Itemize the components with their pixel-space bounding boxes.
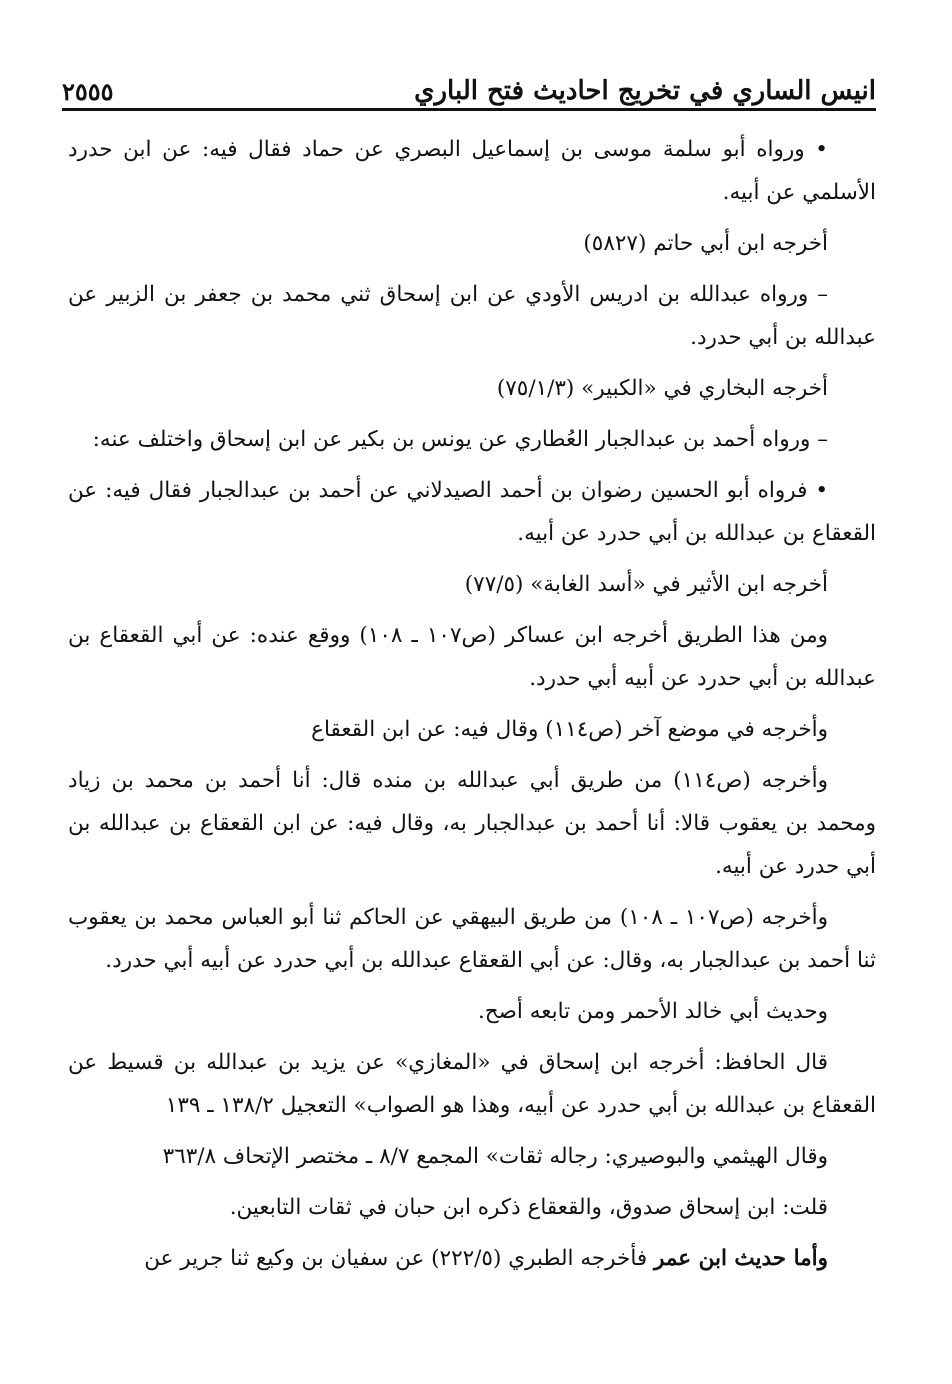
- bold-lead: وأما حديث ابن عمر: [654, 1246, 828, 1271]
- paragraph: أخرجه البخاري في «الكبير» (٧٥/١/٣): [496, 376, 828, 401]
- header-rule: [62, 108, 876, 111]
- paragraph: وأخرجه (ص١٠٧ ـ ١٠٨) من طريق البيهقي عن الحاكم ثنا أبو العباس محمد بن يعقوب ثنا أحمد بن عبدالجبار به، وقال: عن أبي القعقاع عبدالله بن أبي حدرد عن أبيه أبي حدرد.: [68, 905, 876, 973]
- paragraph: • فرواه أبو الحسين رضوان بن أحمد الصيدلاني عن أحمد بن عبدالجبار فقال فيه: عن القعقاع بن عبدالله بن أبي حدرد عن أبيه.: [68, 478, 876, 546]
- paragraph: وأخرجه (ص١١٤) من طريق أبي عبدالله بن منده قال: أنا أحمد بن محمد بن زياد ومحمد بن يعقوب قالا: أنا أحمد بن عبدالجبار به، وقال فيه: عن ابن القعقاع بن عبدالله بن أبي حدرد عن أبيه.: [68, 768, 876, 879]
- page-number: ٢٥٥٥: [62, 77, 114, 106]
- paragraph: – ورواه عبدالله بن ادريس الأودي عن ابن إسحاق ثني محمد بن جعفر بن الزبير عن عبدالله بن أبي حدرد.: [68, 282, 876, 350]
- running-title: انيس الساري في تخريج احاديث فتح الباري: [414, 76, 876, 106]
- paragraph: وقال الهيثمي والبوصيري: رجاله ثقات» المجمع ٨/٧ ـ مختصر الإتحاف ٣٦٣/٨: [162, 1144, 828, 1169]
- paragraph-last: [68, 1237, 876, 1280]
- paragraph: أخرجه ابن أبي حاتم (٥٨٢٧): [583, 231, 828, 256]
- paragraph: – ورواه أحمد بن عبدالجبار العُطاري عن يونس بن بكير عن ابن إسحاق واختلف عنه:: [92, 427, 828, 452]
- paragraph: ومن هذا الطريق أخرجه ابن عساكر (ص١٠٧ ـ ١٠٨) ووقع عنده: عن أبي القعقاع بن عبدالله بن أبي حدرد عن أبيه أبي حدرد.: [68, 623, 876, 691]
- page-header: [62, 72, 876, 106]
- paragraph-text: فأخرجه الطبري (٢٢٢/٥) عن سفيان بن وكيع ثنا جرير عن: [144, 1246, 654, 1271]
- paragraph: وأخرجه في موضع آخر (ص١١٤) وقال فيه: عن ابن القعقاع: [311, 717, 828, 742]
- paragraph: أخرجه ابن الأثير في «أسد الغابة» (٧٧/٥): [464, 572, 828, 597]
- page-body: [68, 128, 876, 1288]
- paragraph: قال الحافظ: أخرجه ابن إسحاق في «المغازي» عن يزيد بن عبدالله بن قسيط عن القعقاع بن عبدالله بن أبي حدرد عن أبيه، وهذا هو الصواب» التعجيل ١٣٨/٢ ـ ١٣٩: [68, 1050, 876, 1118]
- paragraph: وحديث أبي خالد الأحمر ومن تابعه أصح.: [477, 999, 828, 1024]
- paragraph: • ورواه أبو سلمة موسى بن إسماعيل البصري عن حماد فقال فيه: عن ابن حدرد الأسلمي عن أبيه.: [68, 137, 876, 205]
- paragraph: قلت: ابن إسحاق صدوق، والقعقاع ذكره ابن حبان في ثقات التابعين.: [229, 1195, 828, 1220]
